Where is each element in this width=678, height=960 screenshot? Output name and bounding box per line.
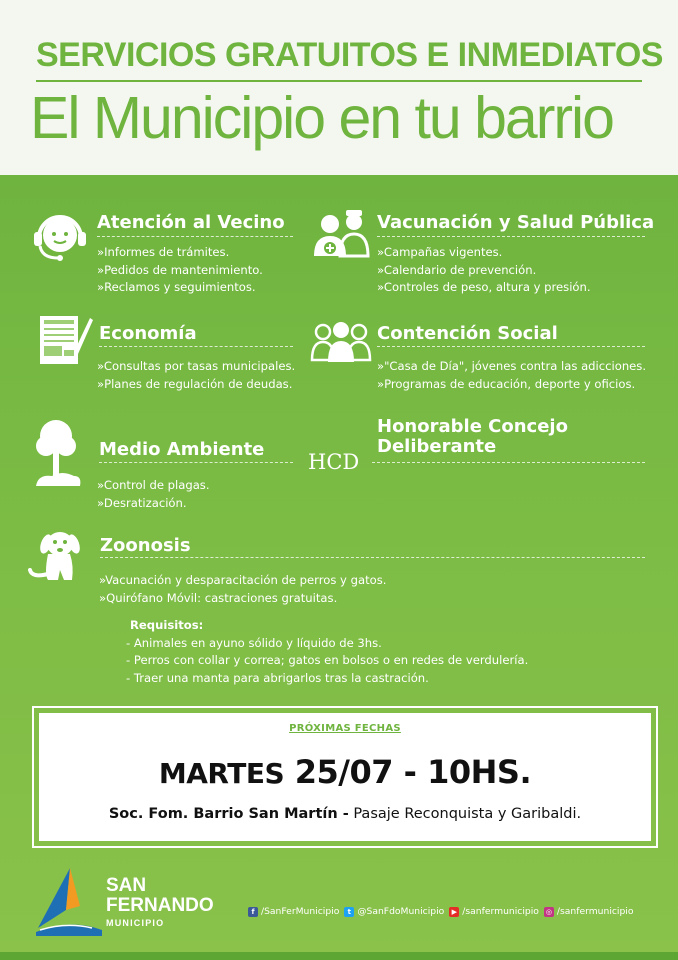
page-title: El Municipio en tu barrio	[30, 85, 613, 151]
municipio-logo-text	[106, 876, 214, 928]
event-venue: Soc. Fom. Barrio San Martín -	[108, 806, 349, 822]
section-title	[377, 417, 568, 457]
event-datetime: 25/07 - 10HS.	[294, 753, 532, 791]
section-items	[377, 358, 646, 393]
header-subtitle: SERVICIOS GRATUITOS E INMEDIATOS	[36, 36, 663, 74]
section-title: Vacunación y Salud Pública	[377, 212, 655, 233]
list-item: »Calendario de prevención.	[377, 262, 537, 277]
tree-icon	[34, 416, 84, 488]
list-item: »"Casa de Día", jóvenes contra las adicciones.	[377, 359, 647, 373]
next-dates-box	[32, 706, 658, 848]
document-pen-icon	[38, 312, 94, 368]
list-item: »Reclamos y seguimientos.	[97, 280, 256, 295]
section-divider	[97, 236, 293, 237]
list-item: »Programas de educación, deporte y oficios.	[377, 376, 636, 391]
social-link-youtube[interactable]: /sanfermunicipio	[462, 906, 539, 917]
section-title-line: Deliberante	[377, 436, 497, 457]
youtube-icon: ▶	[449, 907, 459, 917]
medical-staff-icon	[312, 208, 370, 258]
event-day: MARTES	[158, 757, 285, 790]
list-item: »Pedidos de mantenimiento.	[97, 262, 263, 277]
section-items	[97, 477, 210, 512]
event-date	[39, 753, 651, 791]
social-link-facebook[interactable]: /SanFerMunicipio	[261, 906, 340, 917]
section-title: Zoonosis	[100, 535, 191, 556]
requirements-title: Requisitos:	[130, 618, 204, 632]
list-item: - Animales en ayuno sólido y líquido de 3hs.	[126, 635, 382, 650]
section-items	[377, 244, 591, 297]
header-banner	[0, 0, 678, 175]
list-item: »Consultas por tasas municipales.	[97, 359, 296, 373]
list-item: »Quirófano Móvil: castraciones gratuitas.	[99, 590, 338, 605]
bottom-strip	[0, 952, 678, 960]
event-place	[39, 806, 651, 822]
list-item: »Campañas vigentes.	[377, 245, 503, 259]
next-dates-card	[39, 713, 651, 841]
list-item: - Traer una manta para abrigarlos tras la castración.	[126, 670, 429, 685]
facebook-icon: f	[248, 907, 258, 917]
section-title: Economía	[99, 323, 197, 344]
section-divider	[377, 346, 645, 347]
list-item: »Vacunación y desparacitación de perros y gatos.	[99, 573, 387, 587]
header-divider	[36, 80, 642, 82]
logo-line: FERNANDO	[106, 895, 214, 916]
section-items	[99, 572, 386, 607]
social-links	[248, 906, 634, 917]
section-title: Contención Social	[377, 323, 558, 344]
san-fernando-logo-icon	[36, 866, 104, 936]
section-divider	[377, 236, 645, 237]
people-group-icon	[310, 320, 372, 362]
list-item: »Informes de trámites.	[97, 245, 230, 259]
section-title-line: Honorable Concejo	[377, 416, 568, 437]
headset-operator-icon	[30, 208, 90, 264]
section-divider	[99, 346, 293, 347]
section-items	[97, 358, 295, 393]
logo-line: SAN	[106, 875, 147, 896]
section-divider	[99, 462, 293, 463]
next-dates-label: PRÓXIMAS FECHAS	[289, 723, 401, 734]
list-item: - Perros con collar y correa; gatos en bolsos o en redes de verdulería.	[126, 653, 529, 668]
instagram-icon: ◎	[545, 907, 552, 916]
section-title: Atención al Vecino	[97, 212, 285, 233]
section-items	[97, 244, 263, 297]
social-link-twitter[interactable]: @SanFdoMunicipio	[357, 906, 445, 917]
list-item: »Controles de peso, altura y presión.	[377, 280, 591, 295]
list-item: »Planes de regulación de deudas.	[97, 376, 293, 391]
section-divider	[100, 557, 645, 558]
social-link-instagram[interactable]: /sanfermunicipio	[556, 906, 634, 917]
event-address: Pasaje Reconquista y Garibaldi.	[348, 806, 582, 822]
twitter-icon: t	[344, 907, 354, 917]
list-item: »Control de plagas.	[97, 478, 210, 492]
hcd-logo: HCD	[308, 450, 360, 474]
section-title: Medio Ambiente	[99, 439, 265, 460]
section-divider	[372, 462, 645, 463]
list-item: »Desratización.	[97, 495, 187, 510]
requirements	[126, 617, 528, 687]
logo-subtitle: MUNICIPIO	[106, 918, 165, 928]
dog-icon	[28, 530, 82, 582]
